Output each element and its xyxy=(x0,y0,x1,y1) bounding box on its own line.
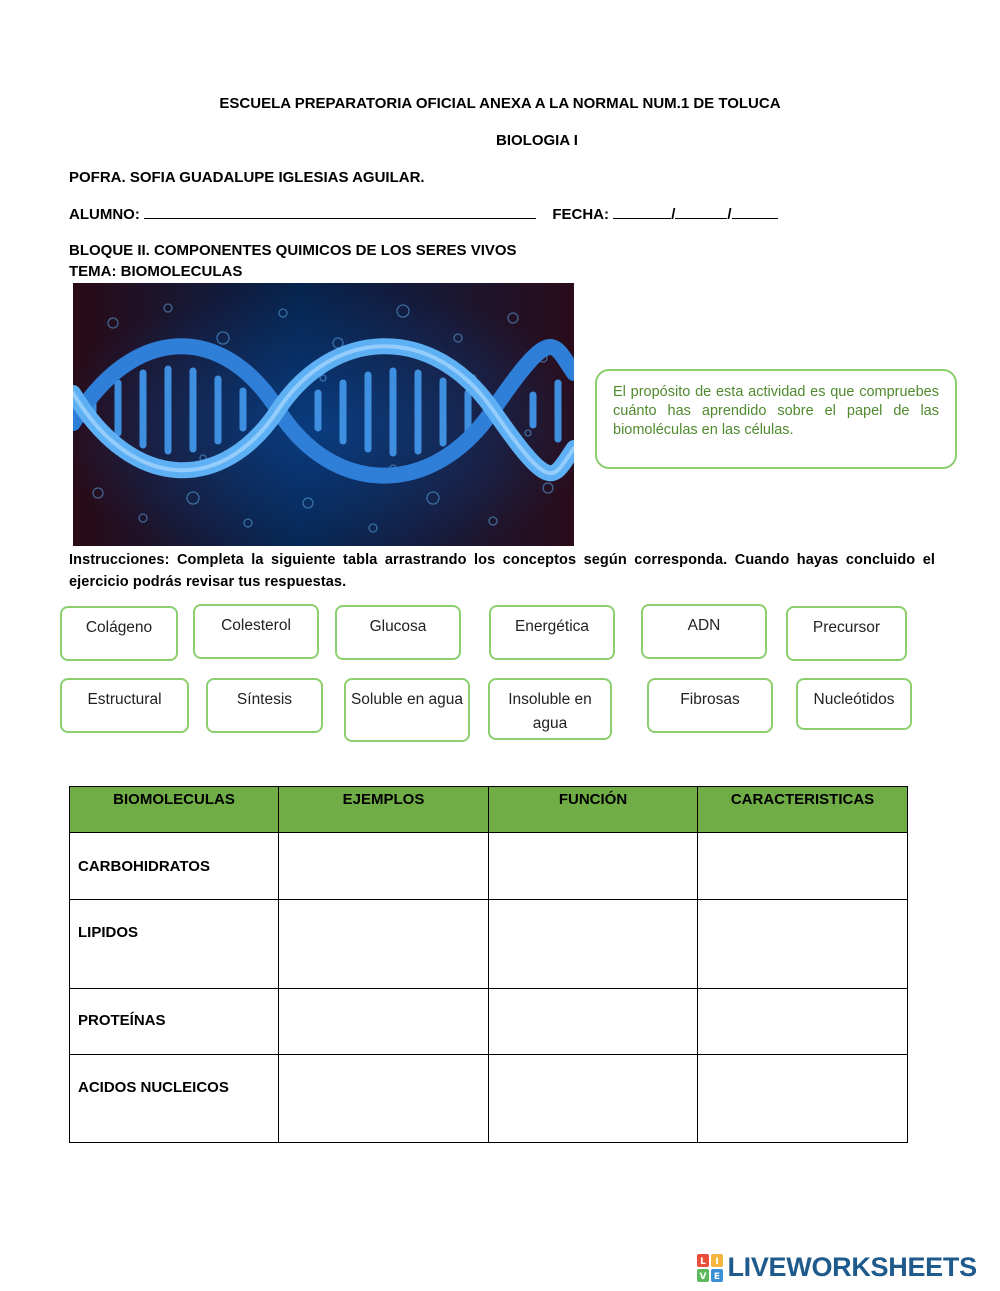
row-header: ACIDOS NUCLEICOS xyxy=(70,1055,279,1143)
date-separator: / xyxy=(727,206,732,223)
table-row xyxy=(70,900,908,989)
topic-title: TEMA: BIOMOLECULAS xyxy=(69,263,243,280)
concept-chip[interactable]: Soluble en agua xyxy=(344,678,470,742)
drop-zone[interactable] xyxy=(698,1055,908,1143)
table-row xyxy=(70,833,908,900)
liveworksheets-mark-icon xyxy=(697,1254,723,1282)
concept-chip[interactable]: Nucleótidos xyxy=(796,678,912,730)
date-year-blank[interactable] xyxy=(732,205,778,219)
date-separator: / xyxy=(671,206,676,223)
brand-name: LIVEWORKSHEETS xyxy=(727,1252,977,1282)
biomolecules-table xyxy=(69,786,908,1143)
concept-chip[interactable]: Insoluble en agua xyxy=(488,678,612,740)
concept-chip[interactable]: Glucosa xyxy=(335,605,461,660)
concept-chip[interactable]: Estructural xyxy=(60,678,189,733)
table-row xyxy=(70,1055,908,1143)
concept-chip[interactable]: Colesterol xyxy=(193,604,319,659)
row-header: PROTEÍNAS xyxy=(70,989,279,1055)
drop-zone[interactable] xyxy=(698,900,908,989)
column-header: FUNCIÓN xyxy=(489,787,698,833)
liveworksheets-logo xyxy=(697,1252,977,1286)
drop-zone[interactable] xyxy=(489,833,698,900)
mark-letter: I xyxy=(715,1256,719,1267)
column-header: EJEMPLOS xyxy=(279,787,489,833)
date-month-blank[interactable] xyxy=(675,205,727,219)
subject-title: BIOLOGIA I xyxy=(496,132,578,149)
concept-chip[interactable]: Fibrosas xyxy=(647,678,773,733)
drop-zone[interactable] xyxy=(279,900,489,989)
drop-zone[interactable] xyxy=(279,1055,489,1143)
drop-zone[interactable] xyxy=(489,1055,698,1143)
column-header: BIOMOLECULAS xyxy=(70,787,279,833)
purpose-note xyxy=(595,369,957,469)
school-name: ESCUELA PREPARATORIA OFICIAL ANEXA A LA NORMAL NUM.1 DE TOLUCA xyxy=(219,95,781,112)
student-label: ALUMNO: xyxy=(69,206,140,223)
table-row xyxy=(70,989,908,1055)
drop-zone[interactable] xyxy=(698,989,908,1055)
mark-letter: E xyxy=(713,1271,721,1282)
column-header: CARACTERISTICAS xyxy=(698,787,908,833)
date-label: FECHA: xyxy=(552,206,610,223)
concept-chip[interactable]: Colágeno xyxy=(60,606,178,661)
concept-chip[interactable]: ADN xyxy=(641,604,767,659)
block-title: BLOQUE II. COMPONENTES QUIMICOS DE LOS SERES VIVOS xyxy=(69,242,517,259)
mark-letter: L xyxy=(700,1256,706,1267)
student-name-blank[interactable] xyxy=(144,205,536,219)
concept-chip[interactable]: Precursor xyxy=(786,606,907,661)
table-header-row xyxy=(70,787,908,833)
row-header: LIPIDOS xyxy=(70,900,279,989)
drop-zone[interactable] xyxy=(279,989,489,1055)
purpose-text: El propósito de esta actividad es que compruebes cuánto has aprendido sobre el papel de las biomoléculas en las células. xyxy=(613,384,939,438)
teacher-name: POFRA. SOFIA GUADALUPE IGLESIAS AGUILAR. xyxy=(69,169,425,186)
drop-zone[interactable] xyxy=(698,833,908,900)
drop-zone[interactable] xyxy=(489,900,698,989)
row-header: CARBOHIDRATOS xyxy=(70,833,279,900)
date-day-blank[interactable] xyxy=(613,205,671,219)
concept-chip[interactable]: Síntesis xyxy=(206,678,323,733)
dna-helix-image xyxy=(73,283,574,546)
drop-zone[interactable] xyxy=(489,989,698,1055)
concept-chip[interactable]: Energética xyxy=(489,605,615,660)
drop-zone[interactable] xyxy=(279,833,489,900)
instructions-text: Instrucciones: Completa la siguiente tabla arrastrando los conceptos según corresponda. Cuando hayas concluido el ejercicio podrás revisar tus respuestas. xyxy=(69,552,935,590)
student-row xyxy=(69,205,778,223)
mark-letter: V xyxy=(699,1271,707,1282)
